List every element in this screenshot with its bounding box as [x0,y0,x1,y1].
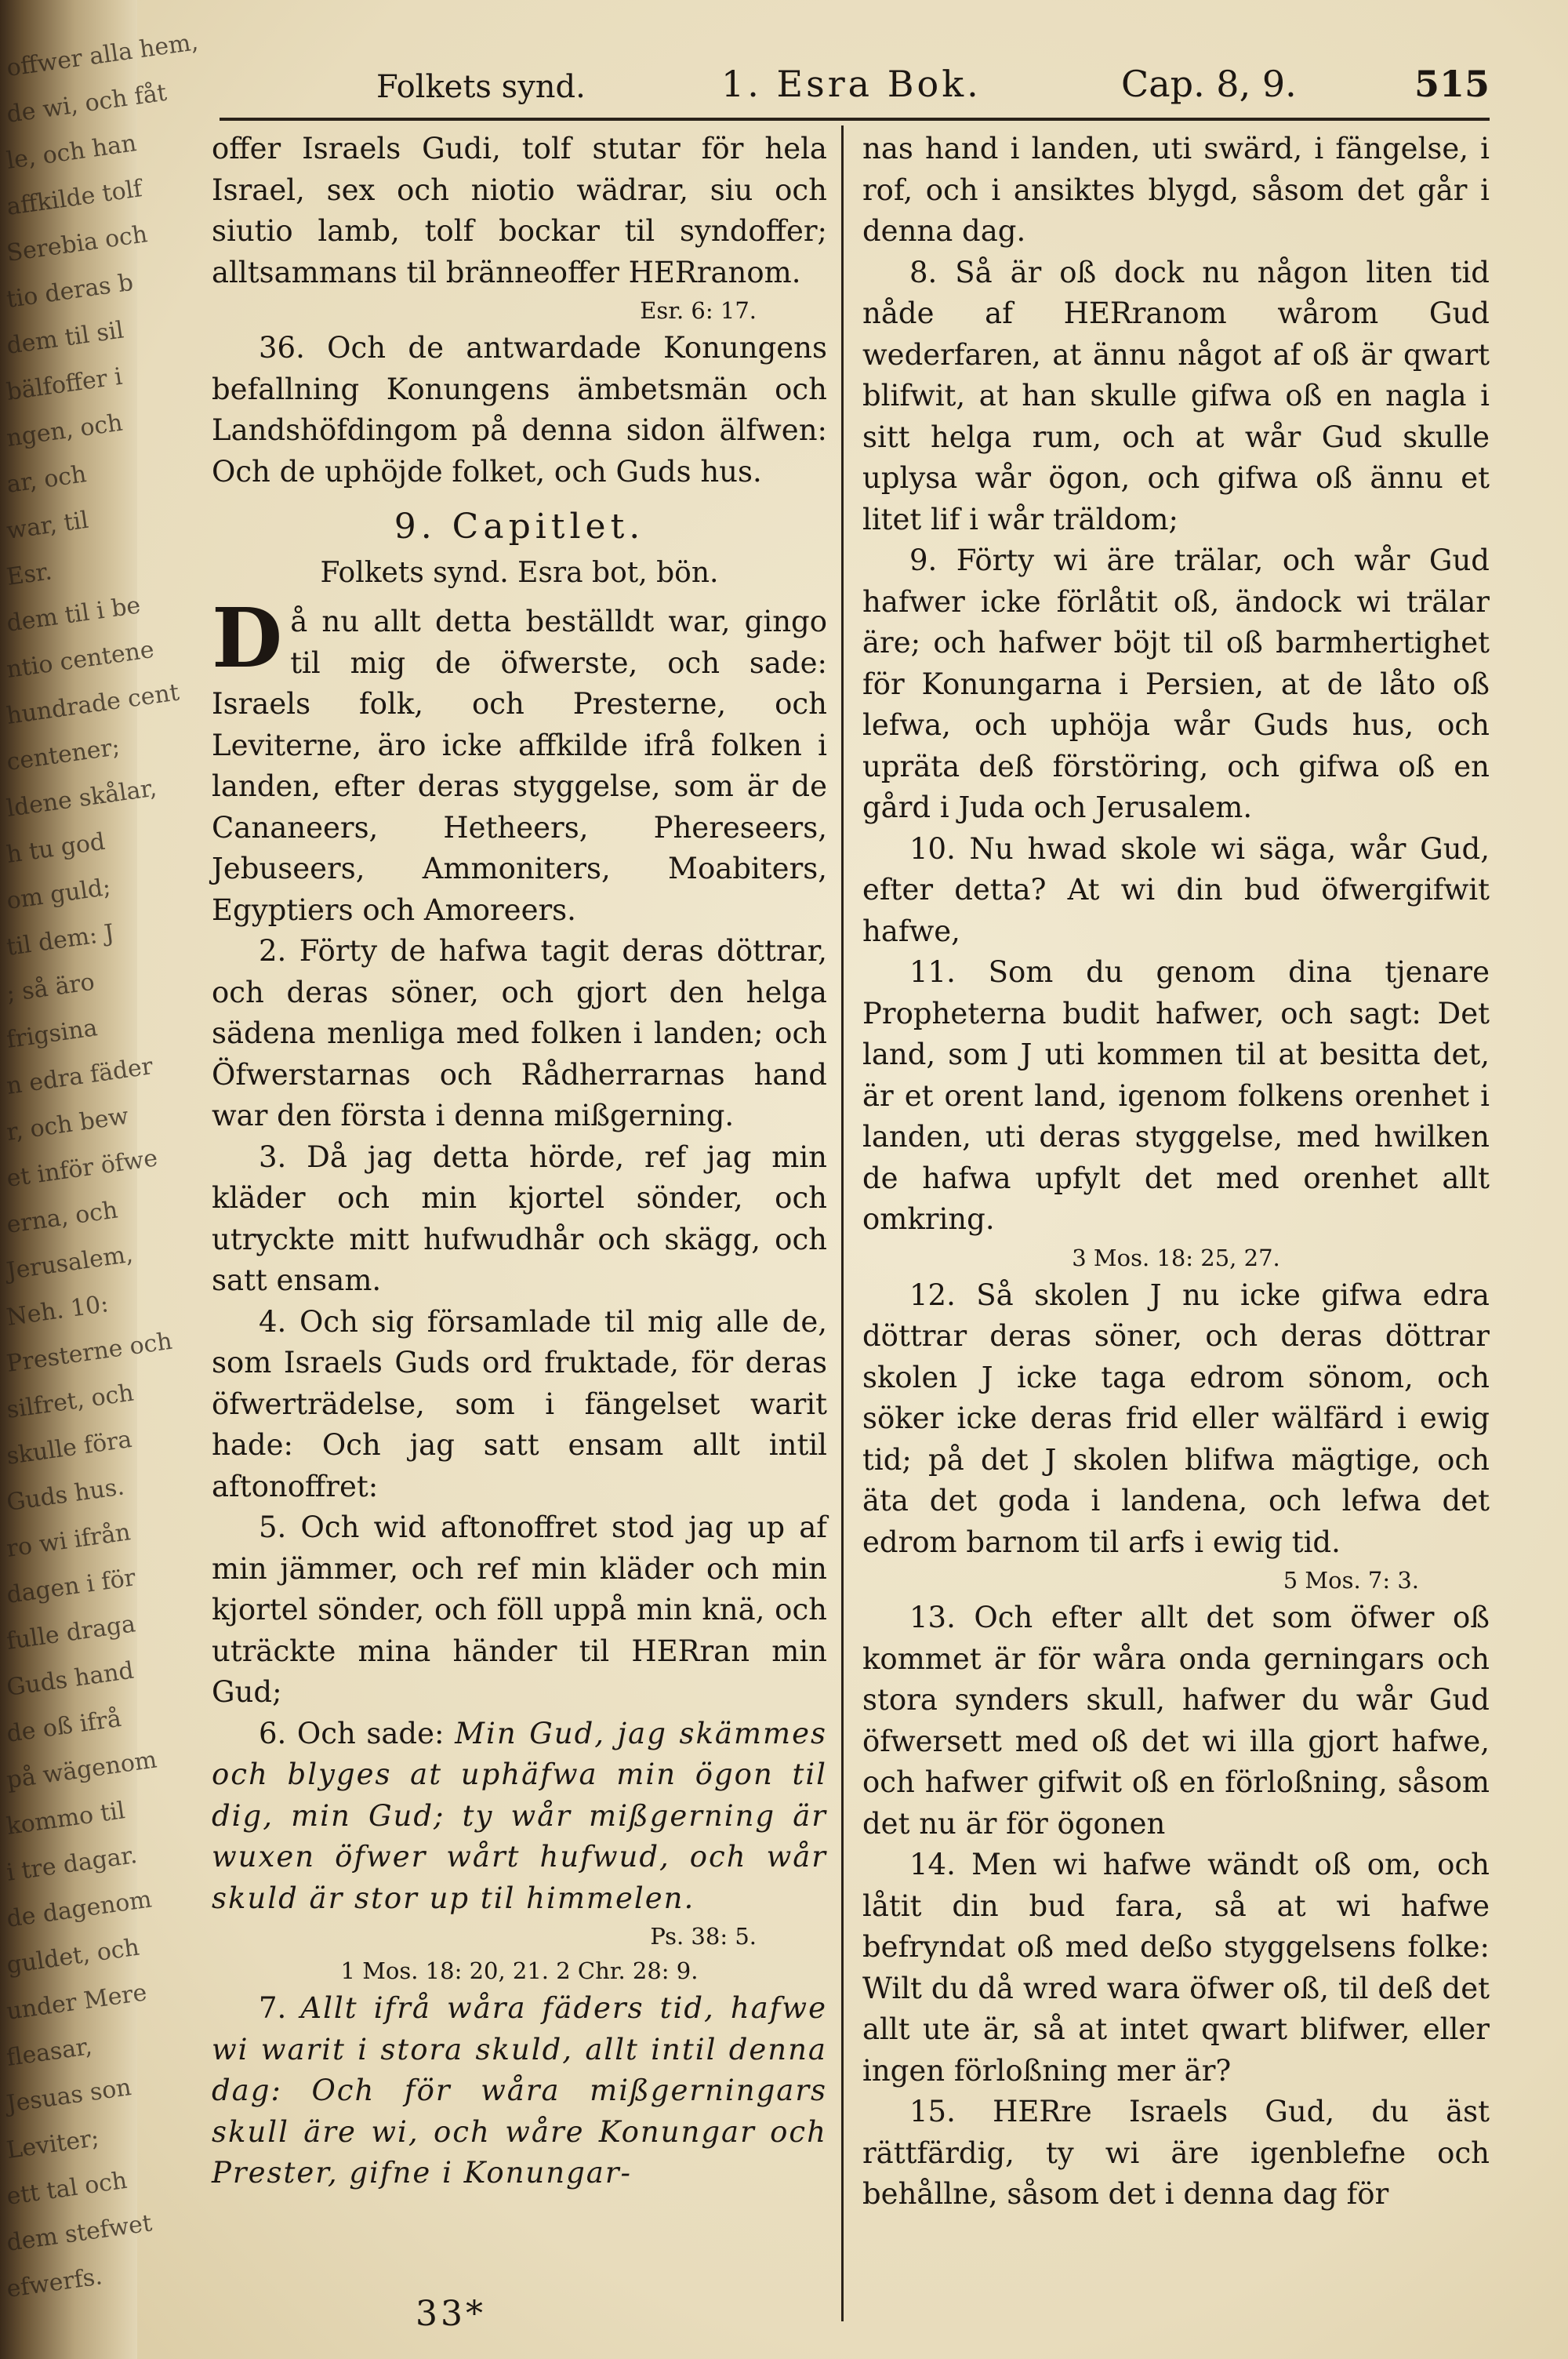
gutter-text-line: Leviter; [5,2124,101,2165]
gutter-text-line: Guds hand [5,1656,136,1702]
cross-reference: 1 Mos. 18: 20, 21. 2 Chr. 28: 9. [340,1957,699,1984]
running-title: Folkets synd. [376,69,586,105]
gutter-text-line: n edra fäder [5,1052,155,1100]
gutter-text-line: ett tal och [5,2166,129,2211]
right-column [862,129,1490,2215]
gutter-text-line: et inför öfwe [5,1144,160,1193]
gutter-text-line: ntio centene [5,635,156,684]
gutter-text-line: de dagenom [5,1885,154,1933]
gutter-text-line: om guld; [5,873,113,915]
printer-signature: 33* [416,2294,486,2334]
verse-7 [212,1988,827,2194]
gutter-text-line: Presterne och [5,1327,174,1378]
gutter-text-line: Neh. 10: [5,1290,111,1332]
gutter-text-line: i tre dagar. [5,1841,140,1887]
gutter-text-line: til dem: J [5,919,116,961]
gutter-text-line: ar, och [5,460,89,499]
gutter-text-line: centener; [5,733,122,776]
gutter-text-line: tio deras b [5,268,136,314]
gutter-text-line: silfret, och [5,1379,136,1424]
verse-4: 4. Och sig församlade til mig alle de, som Israels Guds ord fruktade, för deras öfwerträdelse, som i fängelset warit hade: Och jag satt ensam allt intil aftonoffret: [212,1304,827,1503]
gutter-text-line: affkilde tolf [5,175,144,221]
verse-8: 8. Så är oß dock nu någon liten tid nåde af HERranom wårom Gud wederfaren, at ännu något af oß är qwart blifwit, at han skulle gifwa oß en nagla i sitt helga rum, och at wår Gud skulle uplysa wår ögon, och gifwa oß ännu et litet lif i wår träldom; [862,255,1490,536]
cross-reference: 3 Mos. 18: 25, 27. [1072,1244,1280,1271]
gutter-text-line: skulle föra [5,1425,134,1470]
gutter-text-line: under Mere [5,1979,149,2026]
page-number: 515 [1414,63,1490,105]
chapter-summary: Folkets synd. Esra bot, bön. [320,556,719,589]
cross-reference: Ps. 38: 5. [650,1923,757,1950]
left-column [212,129,827,2194]
verse-7-text: Allt ifrå wåra fäders tid, hafwe wi warit i stora skuld, allt intil denna dag: Och för wåra mißgerningars skull äre wi, och wåre Konungar och Prester, gifne i Konungar- [212,1991,827,2190]
gutter-text-line: fleasar, [5,2033,94,2072]
verse-6-intro: 6. Och sade: [259,1716,445,1750]
gutter-text-line: ro wi ifrån [5,1518,132,1563]
verse-12: 12. Så skolen J nu icke gifwa edra döttrar deras söner, och deras döttrar skolen J icke taga edrom sönom, och söker icke deras frid eller wälfärd i ewig tid; på det J skolen blifwa mägtige, och äta det goda i landena, och lefwa det edrom barnom til arfs i ewig tid. [862,1278,1490,1559]
gutter-text-line: efwerfs. [5,2263,104,2303]
gutter-text-line: Jerusalem, [5,1240,135,1285]
verse-7-continuation: nas hand i landen, uti swärd, i fängelse, i rof, och i ansiktes blygd, såsom det går i denna dag. [862,132,1490,248]
verse-6 [212,1714,827,1920]
drop-cap: D [212,590,283,686]
gutter-text-line: dagen i för [5,1564,138,1609]
verse-2: 2. Förty de hafwa tagit deras döttrar, och deras söner, och gjort den helga sädena menliga med folken i landen; och Öfwerstarnas och Rådherrarnas hand war den första i denna mißgerning. [212,934,827,1132]
verse-11: 11. Som du genom dina tjenare Propheterna budit hafwer, och sagt: Det land, som J uti kommen til at besitta det, är et orent land, igenom folkens orenhet i landen, uti deras styggelse, med hwilken de hafwa upfylt det med orenhet allt omkring. [862,955,1490,1236]
gutter-text-line: de oß ifrå [5,1704,123,1748]
cross-reference: 5 Mos. 7: 3. [1283,1567,1419,1594]
verse-1 [212,590,827,931]
facing-page-gutter [0,0,200,2359]
gutter-text-line: h tu god [5,827,107,869]
chapter-heading: 9. Capitlet. [394,507,645,547]
verse-14: 14. Men wi hafwe wändt oß om, och låtit din bud fara, så at wi hafwe befryndat oß med deßo styggelsens folke: Wilt du då wred wara öfwer oß, til deß det allt ute är, så at intet qwart blifwer, eller ingen förloßning mer är? [862,1848,1490,2088]
verse-10: 10. Nu hwad skole wi säga, wår Gud, efter detta? At wi din bud öfwergifwit hafwe, [862,831,1490,948]
gutter-text-line: bälfoffer i [5,362,125,406]
gutter-text-line: ldene skålar, [5,774,158,823]
gutter-text-line: r, och bew [5,1102,131,1147]
verse-13: 13. Och efter allt det som öfwer oß kommet är för wåra onda gerningars och stora synders skull, hafwer du wår Gud öfwersett med oß det wi illa gjort hafwe, och hafwer gifwit oß en förloßning, såsom det nu är för ögonen [862,1601,1490,1841]
gutter-text-line: fulle draga [5,1610,137,1656]
gutter-text-line: guldet, och [5,1933,141,1979]
gutter-text-line: dem til sil [5,316,125,360]
verse-7-number: 7. [259,1991,287,2025]
page-header [220,63,1490,121]
chapter-reference: Cap. 8, 9. [1121,63,1297,105]
verse-35-continuation: offer Israels Gudi, tolf stutar för hela Israel, sex och niotio wädrar, siu och siutio lamb, tolf bockar til syndoffer; alltsammans til bränneoffer HERranom. [212,132,827,289]
gutter-text-line: kommo til [5,1797,127,1841]
gutter-text-line: de wi, och fåt [5,78,169,129]
gutter-text-line: le, och han [5,129,139,175]
gutter-text-line: Esr. [5,558,54,591]
verse-5: 5. Och wid aftonoffret stod jag up af min jämmer, och ref min kläder och min kjortel sönder, och föll uppå min knä, och uträckte mina händer til HERran min Gud; [212,1510,827,1709]
gutter-text-line: Jesuas son [5,2074,133,2118]
verse-15: 15. HERre Israels Gud, du äst rättfärdig, ty wi äre igenblefne och behållne, såsom det i denna dag för [862,2095,1490,2211]
column-divider [841,125,844,2321]
gutter-text-line: på wägenom [5,1746,159,1794]
gutter-text-line: offwer alla hem, [5,28,200,82]
verse-9: 9. Förty wi äre trälar, och wår Gud hafwer icke förlåtit oß, ändock wi trälar äre; och hafwer böjt til oß barmhertighet för Konungarna i Persien, at de låto oß lefwa, och uphöja wår Guds hus, och upräta deß förstöring, och gifwa oß en gård i Juda och Jerusalem. [862,543,1490,824]
verse-6-prayer: Min Gud, jag skämmes och blyges at uphäfwa min ögon til dig, min Gud; ty wår mißgerning är wuxen öfwer wårt hufwud, och wår skuld är stor up til himmelen. [212,1716,828,1915]
book-title: 1. Esra Bok. [721,63,982,105]
gutter-text-line: ; så äro [5,968,96,1008]
gutter-text-line: war, til [5,506,91,545]
gutter-text-line: erna, och [5,1196,120,1239]
gutter-text-line: Guds hus. [5,1473,126,1517]
gutter-text-line: Serebia och [5,220,150,267]
verse-3: 3. Då jag detta hörde, ref jag min kläder och min kjortel sönder, och utryckte mitt hufwudhår och skägg, och satt ensam. [212,1140,827,1297]
verse-1-text: å nu allt detta beställdt war, gingo til mig de öfwerste, och sade: Israels folk, och Presterne, och Leviterne, äro icke affkilde ifrå folken i landen, efter deras styggelse, som är de Cananeers, Hetheers, Phereseers, Jebuseers, Ammoniters, Moabiters, Egyptiers och Amoreers. [212,605,827,927]
cross-reference: Esr. 6: 17. [640,297,757,324]
gutter-text-line: dem til i be [5,591,143,638]
verse-36: 36. Och de antwardade Konungens befallning Konungens ämbetsmän och Landshöfdingom på denna sidon älfwen: Och de uphöjde folket, och Guds hus. [212,331,827,489]
gutter-text-line: frigsina [5,1014,100,1054]
gutter-text-line: dem stefwet [5,2209,154,2257]
gutter-text-line: hundrade cent [5,678,181,730]
gutter-text-line: ngen, och [5,409,125,453]
